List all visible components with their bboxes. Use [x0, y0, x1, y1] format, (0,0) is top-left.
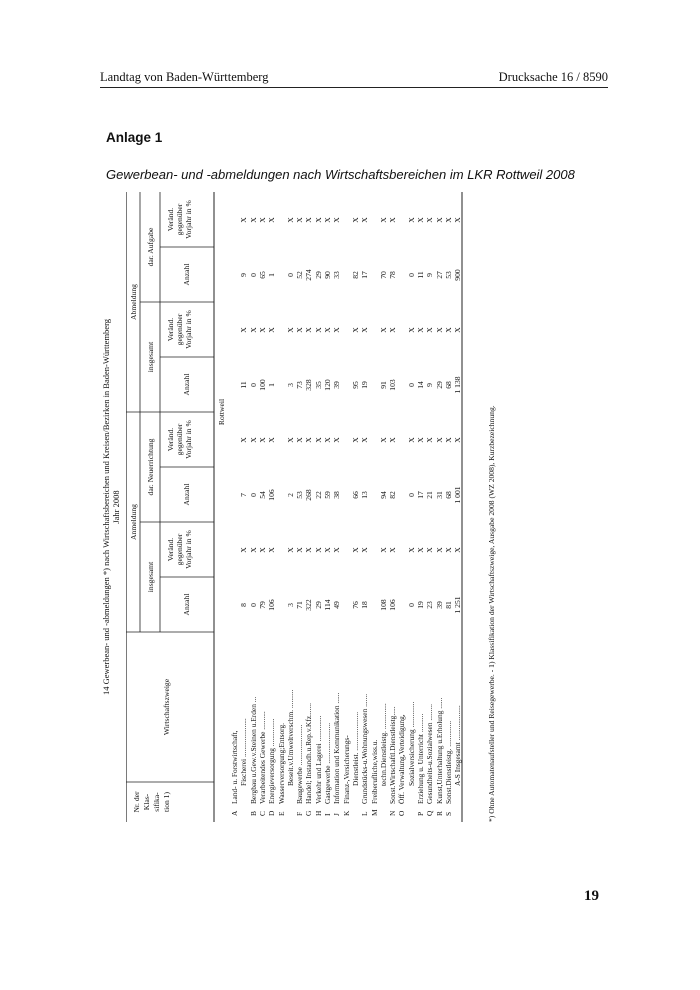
table-cell: X: [416, 437, 425, 443]
table-cell: 0: [248, 493, 258, 497]
table-cell: 27: [434, 271, 444, 279]
table-cell: 35: [313, 381, 323, 389]
table-cell: 66: [350, 491, 360, 499]
header-rule: [100, 87, 608, 88]
table-row: [323, 626, 332, 822]
row-code: H: [313, 810, 323, 816]
table-cell: 9: [239, 273, 249, 277]
table-cell: 95: [350, 381, 360, 389]
table-cell: X: [360, 327, 370, 333]
table-cell: X: [350, 547, 360, 553]
row-label: Handel; Instandh.u.Rep.v.Kfz.......: [304, 703, 314, 804]
table-cell: X: [360, 547, 370, 553]
row-label: Energieversorgung ...............: [267, 718, 277, 804]
header-wirtschaftszweige: Wirtschaftszweige: [162, 678, 171, 736]
row-code: K: [341, 810, 351, 816]
table-cell: X: [267, 217, 277, 223]
table-cell: X: [360, 437, 370, 443]
table-row: [304, 626, 313, 822]
row-code: B: [248, 811, 258, 816]
table-cell: X: [434, 547, 444, 553]
table-row: [407, 608, 416, 822]
table-cell: 31: [434, 491, 444, 499]
table-cell: X: [425, 437, 435, 443]
row-code: S: [443, 811, 453, 816]
header-anzahl-4: Anzahl: [182, 263, 191, 286]
row-code: F: [295, 811, 305, 816]
row-label: Öff. Verwaltung,Verteidigung,: [397, 714, 407, 804]
row-code: M: [369, 809, 379, 816]
table-cell: 68: [443, 491, 453, 499]
table-cell: X: [304, 547, 314, 553]
table-cell: 70: [378, 271, 388, 279]
table-cell: X: [443, 327, 453, 333]
header-nr-klassifikation: Nr. der Klas- sifika- tion 1): [132, 791, 171, 813]
table-cell: 13: [360, 491, 370, 499]
table-cell: X: [285, 437, 295, 443]
table-cell: X: [388, 327, 398, 333]
table-cell: 3: [285, 383, 295, 387]
table-cell: X: [304, 437, 314, 443]
table-cell: 100: [257, 379, 267, 391]
table-cell: X: [406, 547, 416, 553]
table-cell: 21: [425, 491, 435, 499]
header-anzahl-2: Anzahl: [182, 483, 191, 506]
table-cell: 54: [257, 491, 267, 499]
header-veraend-1: Veränd. gegenüber Vorjahr in %: [166, 530, 193, 569]
table-cell: 29: [434, 381, 444, 389]
table-cell: 1 251: [453, 596, 463, 614]
row-code: L: [360, 811, 370, 816]
table-cell: 81: [443, 601, 453, 609]
table-caption-line1: 14 Gewerbean- und -abmeldungen *) nach Wirtschaftsbereichen und Kreisen/Bezirken in Baden-Württemberg: [101, 318, 111, 696]
table-cell: X: [239, 437, 249, 443]
table-row: [425, 626, 434, 822]
table-cell: 73: [295, 381, 305, 389]
table-cell: 106: [267, 599, 277, 611]
table-cell: 9: [425, 273, 435, 277]
row-label: techn.Dienstleistg. ..............: [378, 703, 388, 786]
table-cell: 49: [332, 601, 342, 609]
table-cell: X: [248, 437, 258, 443]
table-cell: 78: [388, 271, 398, 279]
table-cell: X: [378, 437, 388, 443]
table-row: [453, 608, 462, 822]
table-cell: 19: [416, 601, 425, 609]
table-cell: 328: [304, 379, 314, 391]
table-cell: 8: [239, 603, 249, 607]
table-cell: 18: [360, 601, 370, 609]
region-label: Rottweil: [217, 398, 226, 426]
table-cell: X: [443, 437, 453, 443]
table-cell: X: [443, 547, 453, 553]
table-row: [295, 626, 304, 822]
header-left: Landtag von Baden-Württemberg: [100, 70, 269, 84]
row-code: P: [416, 811, 425, 816]
table-cell: X: [443, 217, 453, 223]
table-cell: X: [350, 327, 360, 333]
table-cell: 7: [239, 493, 249, 497]
table-cell: X: [378, 217, 388, 223]
table-cell: X: [267, 437, 277, 443]
table-row: [444, 626, 453, 822]
table-cell: 0: [406, 273, 416, 277]
table-caption: [101, 192, 121, 822]
row-code: O: [397, 810, 407, 816]
row-code: C: [257, 811, 267, 816]
table-cell: 0: [406, 383, 416, 387]
table-cell: 1 138: [453, 376, 463, 394]
row-label: Verkehr und Lagerei ..............: [313, 715, 323, 804]
row-label: Gastgewerbe ......................: [323, 722, 332, 804]
table-cell: 0: [406, 603, 416, 607]
row-label: Verarbeitendes Gewerbe ..........: [257, 711, 267, 804]
table-row: [388, 626, 397, 822]
header-anzahl-1: Anzahl: [182, 593, 191, 616]
table-row: [370, 626, 379, 822]
table-cell: 38: [332, 491, 342, 499]
table-cell: 900: [453, 269, 463, 281]
header-right: Drucksache 16 / 8590: [498, 70, 608, 84]
row-label: Information und Kommunikation ......: [332, 692, 342, 804]
table-cell: 82: [388, 491, 398, 499]
table-cell: 39: [434, 601, 444, 609]
row-code: N: [388, 810, 398, 816]
table-cell: X: [323, 217, 332, 223]
table-cell: X: [285, 547, 295, 553]
header-veraend-4: Veränd. gegenüber Vorjahr in %: [166, 200, 193, 239]
table-cell: X: [425, 217, 435, 223]
table-cell: 0: [406, 493, 416, 497]
header-anmeldung: Anmeldung: [129, 504, 138, 540]
table-cell: 90: [323, 271, 332, 279]
table-cell: 120: [323, 379, 332, 391]
table-cell: X: [332, 437, 342, 443]
header-anzahl-3: Anzahl: [182, 373, 191, 396]
table-cell: 11: [239, 381, 249, 389]
row-label: Finanz-,Versicherungs-: [341, 735, 351, 804]
table-cell: X: [378, 327, 388, 333]
table-cell: X: [350, 437, 360, 443]
table-cell: X: [388, 437, 398, 443]
table-cell: 53: [443, 271, 453, 279]
table-cell: 53: [295, 491, 305, 499]
row-label: Gesundheits-u.Sozialwesen .........: [425, 704, 435, 804]
header-neuerrichtung: dar. Neuerrichtung: [146, 438, 155, 496]
table-cell: 1: [267, 383, 277, 387]
table-cell: 94: [378, 491, 388, 499]
table-row: [416, 626, 425, 822]
table-cell: X: [257, 437, 267, 443]
table-row: [397, 626, 406, 822]
table-cell: 76: [350, 601, 360, 609]
table-row: [286, 608, 295, 822]
table-cell: X: [285, 217, 295, 223]
table-row: [314, 626, 323, 822]
row-code: E: [276, 811, 286, 816]
page-number: 19: [584, 888, 599, 904]
row-code: G: [304, 810, 314, 816]
table-cell: 11: [416, 271, 425, 279]
table-row: [351, 608, 360, 822]
header-veraend-3: Veränd. gegenüber Vorjahr in %: [166, 310, 193, 349]
table-cell: 3: [285, 603, 295, 607]
table-cell: 23: [425, 601, 435, 609]
table-cell: 19: [360, 381, 370, 389]
header-anm-insgesamt: insgesamt: [146, 561, 155, 593]
table-cell: 322: [304, 599, 314, 611]
table-cell: 108: [378, 599, 388, 611]
table-cell: X: [295, 217, 305, 223]
table-cell: X: [257, 547, 267, 553]
statistics-table: [126, 192, 486, 822]
table-cell: X: [304, 217, 314, 223]
row-label: Dienstleist. .....................: [350, 711, 360, 786]
table-row: [230, 626, 239, 822]
table-row: [332, 626, 341, 822]
table-cell: 14: [416, 381, 425, 389]
row-label: Kunst,Unterhaltung u.Erholung ......: [434, 697, 444, 804]
table-cell: 0: [285, 273, 295, 277]
table-row: [435, 626, 444, 822]
table-cell: X: [416, 547, 425, 553]
table-cell: X: [425, 327, 435, 333]
table-cell: 68: [443, 381, 453, 389]
table-cell: 274: [304, 269, 314, 281]
row-label: Freiberufliche,wiss.u.: [369, 739, 379, 804]
table-cell: X: [434, 437, 444, 443]
table-cell: X: [248, 217, 258, 223]
table-row: [267, 626, 276, 822]
table-cell: 2: [285, 493, 295, 497]
table-cell: 9: [425, 383, 435, 387]
table-cell: X: [323, 327, 332, 333]
table-cell: X: [388, 547, 398, 553]
row-label: Baugewerbe ......................: [295, 724, 305, 804]
row-code: A: [230, 810, 239, 816]
table-cell: 65: [257, 271, 267, 279]
table-row: [360, 626, 369, 822]
row-label: Bergbau u.Gew.v.Steinen u.Erden ...: [248, 696, 258, 804]
row-label: Erziehung u. Unterricht ..........: [416, 713, 425, 804]
table-cell: X: [378, 547, 388, 553]
document-subtitle: Gewerbean- und -abmeldungen nach Wirtschaftsbereichen im LKR Rottweil 2008: [106, 167, 575, 182]
table-cell: 29: [313, 601, 323, 609]
table-cell: X: [313, 437, 323, 443]
table-cell: X: [332, 217, 342, 223]
table-cell: 91: [378, 381, 388, 389]
row-label: Sozialversicherung ..............: [406, 701, 416, 786]
table-cell: 79: [257, 601, 267, 609]
row-code: J: [332, 813, 342, 816]
table-cell: 114: [323, 599, 332, 611]
header-abm-insgesamt: insgesamt: [146, 341, 155, 373]
table-cell: X: [323, 547, 332, 553]
table-row: [239, 608, 248, 822]
table-cell: X: [267, 327, 277, 333]
rotated-table-page: [93, 192, 548, 822]
table-cell: X: [323, 437, 332, 443]
table-cell: X: [434, 217, 444, 223]
table-cell: 52: [295, 271, 305, 279]
table-cell: X: [332, 547, 342, 553]
table-row: [342, 626, 351, 822]
row-label: A-S Insgesamt ...................: [453, 705, 463, 786]
table-cell: X: [239, 327, 249, 333]
table-cell: 1 001: [453, 486, 463, 504]
row-code: D: [267, 810, 277, 816]
table-cell: X: [453, 437, 463, 443]
row-label: Fischerei .....................: [239, 718, 249, 786]
table-cell: X: [313, 217, 323, 223]
anlage-heading: Anlage 1: [106, 130, 163, 145]
row-code: Q: [425, 810, 435, 816]
row-label: Wasserversorgung;Entsorg.: [276, 722, 286, 804]
table-row: [249, 626, 258, 822]
table-cell: X: [248, 327, 258, 333]
table-cell: X: [313, 327, 323, 333]
table-cell: X: [304, 327, 314, 333]
table-cell: X: [453, 327, 463, 333]
table-cell: 268: [304, 489, 314, 501]
table-cell: 59: [323, 491, 332, 499]
table-cell: 106: [388, 599, 398, 611]
table-cell: X: [257, 327, 267, 333]
row-label: Land- u. Forstwirtschaft,: [230, 730, 239, 804]
table-cell: X: [313, 547, 323, 553]
table-cell: 71: [295, 601, 305, 609]
table-cell: 0: [248, 383, 258, 387]
table-footnote: *) Ohne Automatenaufsteller und Reisegewerbe. - 1) Klassifikation der Wirtschaftszweige, Ausgabe 2008 (WZ 2008), Kurzbezeichnung.: [487, 405, 496, 822]
table-cell: X: [295, 547, 305, 553]
row-code: I: [323, 813, 332, 816]
table-row: [258, 626, 267, 822]
table-caption-line2: Jahr 2008: [111, 490, 121, 524]
table-cell: X: [285, 327, 295, 333]
table-cell: X: [453, 547, 463, 553]
table-cell: X: [360, 217, 370, 223]
table-cell: X: [453, 217, 463, 223]
table-cell: X: [416, 217, 425, 223]
header-veraend-2: Veränd. gegenüber Vorjahr in %: [166, 420, 193, 459]
table-cell: X: [239, 217, 249, 223]
table-cell: X: [406, 437, 416, 443]
table-cell: 0: [248, 603, 258, 607]
table-cell: 1: [267, 273, 277, 277]
table-cell: X: [332, 327, 342, 333]
table-cell: X: [295, 437, 305, 443]
table-cell: X: [388, 217, 398, 223]
table-cell: X: [350, 217, 360, 223]
table-cell: 103: [388, 379, 398, 391]
table-cell: X: [239, 547, 249, 553]
table-cell: 82: [350, 271, 360, 279]
table-cell: 29: [313, 271, 323, 279]
table-cell: X: [248, 547, 258, 553]
table-cell: X: [425, 547, 435, 553]
table-cell: X: [434, 327, 444, 333]
row-label: Sonst.Dienstleistg. ..............: [443, 720, 453, 804]
row-code: R: [434, 811, 444, 816]
table-cell: 0: [248, 273, 258, 277]
row-label: Grundstücks-u.Wohnungswesen .......: [360, 693, 370, 804]
table-cell: X: [267, 547, 277, 553]
table-row: [277, 626, 286, 822]
header-abmeldung: Abmeldung: [129, 284, 138, 320]
table-cell: X: [257, 217, 267, 223]
table-cell: 22: [313, 491, 323, 499]
table-cell: 39: [332, 381, 342, 389]
table-cell: 17: [416, 491, 425, 499]
row-label: Beseit.v.Umweltverschm. ..........: [285, 689, 295, 786]
table-cell: X: [406, 327, 416, 333]
table-cell: 33: [332, 271, 342, 279]
header-aufgabe: dar. Aufgabe: [146, 227, 155, 267]
table-cell: X: [416, 327, 425, 333]
table-cell: 106: [267, 489, 277, 501]
table-row: [379, 608, 388, 822]
table-cell: X: [295, 327, 305, 333]
table-cell: X: [406, 217, 416, 223]
table-cell: 17: [360, 271, 370, 279]
row-label: Sonst.Wirtschaftl.Dienstleistg.....: [388, 706, 398, 804]
